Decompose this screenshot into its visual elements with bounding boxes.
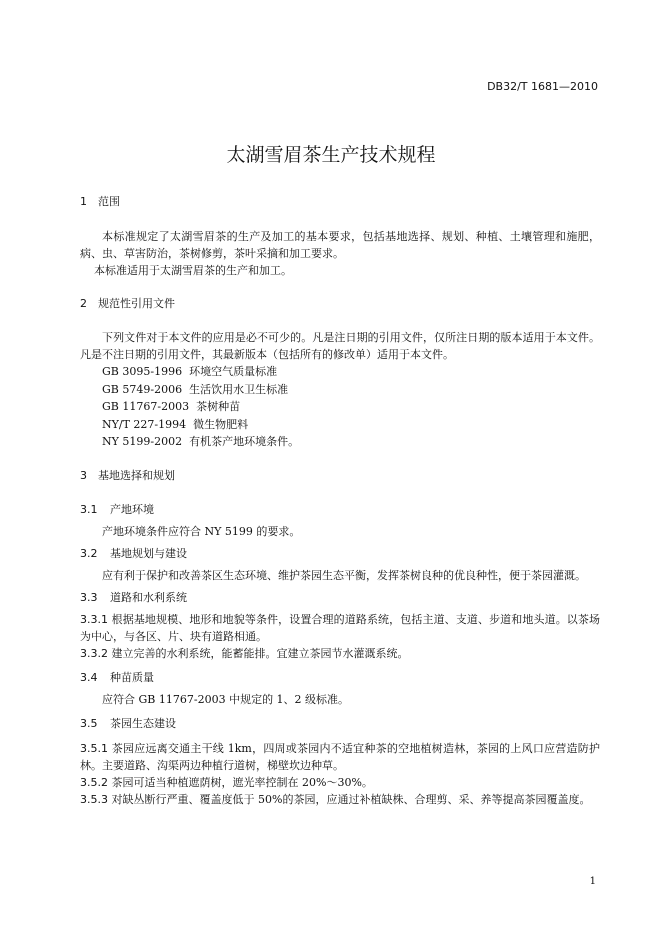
- clause-text: 茶园应远离交通主干线 1km，四周或茶园内不适宜种茶的空地植树造林，茶园的上风口应营造防护林。主要道路、沟渠两边种植行道树，梯壁坎边种草。: [80, 741, 600, 772]
- reference-item: [80, 363, 600, 381]
- standard-code: DB32/T 1681—2010: [487, 80, 598, 93]
- clause-number: 3.3.1: [80, 612, 108, 626]
- subsection-title: 基地规划与建设: [110, 546, 187, 560]
- section-number: 1: [80, 195, 87, 208]
- reference-name: 生活饮用水卫生标准: [189, 382, 289, 396]
- subsection-3-4-text: 应符合 GB 11767-2003 中规定的 1、2 级标准。: [102, 692, 350, 706]
- subsection-3-3-heading: [80, 590, 600, 606]
- reference-code: GB 5749-2006: [102, 382, 183, 396]
- reference-name: 微生物肥料: [193, 417, 249, 431]
- page-number: 1: [589, 876, 596, 887]
- subsection-3-2-text: 应有利于保护和改善茶区生态环境、维护茶园生态平衡，发挥茶树良种的优良种性，便于茶园灌溉。: [102, 568, 586, 582]
- clause-3-3-2: [80, 645, 600, 662]
- section-1-heading: [80, 194, 600, 210]
- section-2-heading: [80, 296, 600, 312]
- subsection-3-4-heading: [80, 670, 600, 686]
- section-title: 范围: [98, 195, 120, 208]
- clause-3-3-1: [80, 611, 600, 645]
- section-3-heading: [80, 468, 600, 484]
- scope-paragraph-1: 本标准规定了太湖雪眉茶的生产及加工的基本要求，包括基地选择、规划、种植、土壤管理和施肥，病、虫、草害防治，茶树修剪，茶叶采摘和加工要求。: [80, 230, 600, 260]
- subsection-number: 3.2: [80, 546, 98, 560]
- reference-item: [80, 433, 600, 451]
- clause-number: 3.5.2: [80, 775, 108, 789]
- reference-item: [80, 381, 600, 399]
- reference-item: [80, 416, 600, 434]
- subsection-number: 3.1: [80, 502, 98, 516]
- reference-code: GB 11767-2003: [102, 400, 190, 413]
- scope-paragraph-2: 本标准适用于太湖雪眉茶的生产和加工。: [94, 264, 292, 277]
- subsection-3-5-heading: [80, 716, 600, 732]
- clause-3-5-2: [80, 774, 600, 791]
- subsection-title: 道路和水利系统: [110, 590, 187, 604]
- subsection-3-1-heading: [80, 502, 600, 518]
- section-title: 基地选择和规划: [98, 468, 175, 482]
- clause-text: 根据基地规模、地形和地貌等条件，设置合理的道路系统，包括主道、支道、步道和地头道。以茶场为中心，与各区、片、块有道路相通。: [80, 612, 601, 643]
- document-body: [80, 194, 600, 808]
- clause-number: 3.5.3: [80, 792, 108, 806]
- clause-3-5-3: [80, 791, 600, 808]
- reference-name: 环境空气质量标准: [189, 365, 278, 378]
- clause-number: 3.5.1: [80, 741, 108, 755]
- reference-code: NY 5199-2002: [102, 435, 183, 448]
- section-title: 规范性引用文件: [98, 297, 175, 310]
- document-title: 太湖雪眉茶生产技术规程: [226, 144, 436, 166]
- subsection-title: 种苗质量: [110, 670, 154, 684]
- clause-text: 对缺丛断行严重、覆盖度低于 50%的茶园，应通过补植缺株、合理剪、采、养等提高茶园覆盖度。: [111, 792, 591, 806]
- clause-text: 茶园可适当种植遮荫树，遮光率控制在 20%～30%。: [111, 775, 373, 789]
- subsection-number: 3.3: [80, 590, 98, 604]
- clause-3-5-1: [80, 740, 600, 774]
- section-number: 3: [80, 468, 87, 482]
- section-number: 2: [80, 297, 87, 310]
- subsection-number: 3.5: [80, 716, 98, 730]
- normative-references-intro: 下列文件对于本文件的应用是必不可少的。凡是注日期的引用文件，仅所注日期的版本适用于本文件。凡是不注日期的引用文件，其最新版本（包括所有的修改单）适用于本文件。: [80, 331, 600, 361]
- subsection-title: 产地环境: [110, 502, 154, 516]
- clause-number: 3.3.2: [80, 646, 108, 660]
- reference-name: 有机茶产地环境条件。: [189, 435, 300, 448]
- subsection-3-1-text: 产地环境条件应符合 NY 5199 的要求。: [102, 524, 301, 538]
- clause-text: 建立完善的水利系统，能蓄能排。宜建立茶园节水灌溉系统。: [111, 646, 409, 660]
- reference-item: [80, 398, 600, 416]
- subsection-title: 茶园生态建设: [110, 716, 176, 730]
- reference-code: NY/T 227-1994: [102, 417, 187, 431]
- reference-code: GB 3095-1996: [102, 365, 183, 378]
- subsection-number: 3.4: [80, 670, 98, 684]
- reference-name: 茶树种苗: [196, 400, 241, 413]
- subsection-3-2-heading: [80, 546, 600, 562]
